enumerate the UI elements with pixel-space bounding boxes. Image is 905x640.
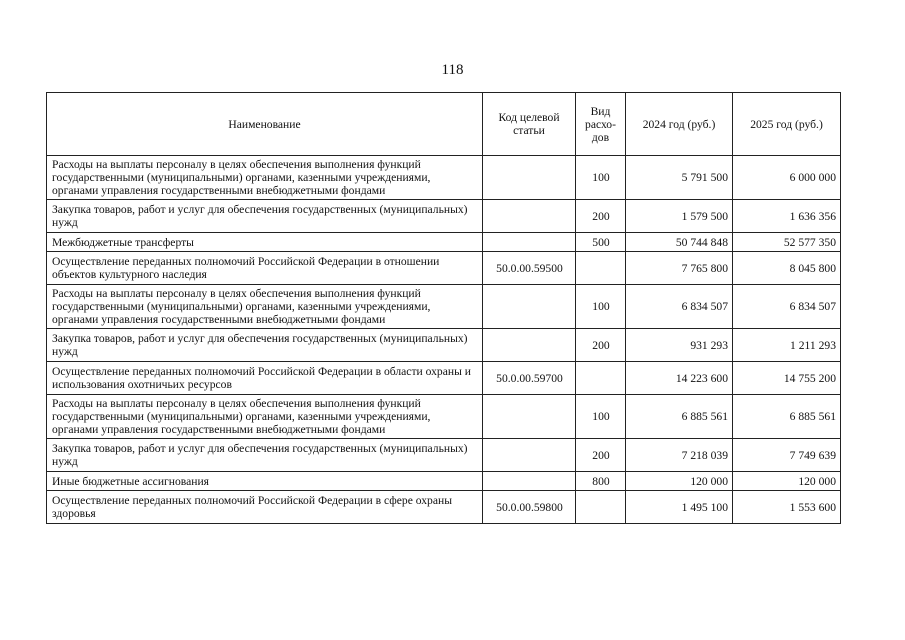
cell-code: [483, 329, 576, 362]
cell-2025: 8 045 800: [733, 252, 841, 285]
cell-2025: 6 000 000: [733, 156, 841, 200]
cell-code: [483, 285, 576, 329]
cell-name: Иные бюджетные ассигнования: [47, 472, 483, 491]
cell-code: 50.0.00.59700: [483, 362, 576, 395]
cell-name: Осуществление переданных полномочий Российской Федерации в области охраны и использования охотничьих ресурсов: [47, 362, 483, 395]
table-header-row: [47, 93, 841, 156]
cell-2025: 120 000: [733, 472, 841, 491]
cell-2024: 120 000: [626, 472, 733, 491]
cell-kind: 200: [576, 200, 626, 233]
cell-name: Закупка товаров, работ и услуг для обеспечения государственных (муниципальных) нужд: [47, 329, 483, 362]
cell-2025: 6 834 507: [733, 285, 841, 329]
cell-code: [483, 156, 576, 200]
cell-name: Осуществление переданных полномочий Российской Федерации в отношении объектов культурного наследия: [47, 252, 483, 285]
cell-2024: 6 885 561: [626, 395, 733, 439]
table-row: [47, 439, 841, 472]
cell-code: [483, 472, 576, 491]
budget-table: [46, 92, 841, 524]
cell-name: Осуществление переданных полномочий Российской Федерации в сфере охраны здоровья: [47, 491, 483, 524]
table-row: [47, 156, 841, 200]
table-row: [47, 329, 841, 362]
cell-kind: 100: [576, 395, 626, 439]
cell-kind: 200: [576, 329, 626, 362]
cell-kind: 500: [576, 233, 626, 252]
table-row: [47, 285, 841, 329]
cell-2024: 5 791 500: [626, 156, 733, 200]
cell-kind: [576, 252, 626, 285]
table-row: [47, 472, 841, 491]
cell-2024: 7 218 039: [626, 439, 733, 472]
cell-name: Расходы на выплаты персоналу в целях обеспечения выполнения функций государственными (муниципальными) органами, казенными учреждениями, органами управления государственными внебюджетными фондами: [47, 395, 483, 439]
cell-2025: 1 636 356: [733, 200, 841, 233]
header-kind: Вид расхо-дов: [576, 93, 626, 156]
cell-code: [483, 439, 576, 472]
cell-2025: 1 211 293: [733, 329, 841, 362]
cell-code: [483, 395, 576, 439]
cell-2024: 6 834 507: [626, 285, 733, 329]
cell-name: Расходы на выплаты персоналу в целях обеспечения выполнения функций государственными (муниципальными) органами, казенными учреждениями, органами управления государственными внебюджетными фондами: [47, 285, 483, 329]
page-number: 118: [441, 62, 464, 78]
cell-name: Межбюджетные трансферты: [47, 233, 483, 252]
cell-2024: 7 765 800: [626, 252, 733, 285]
cell-kind: 100: [576, 156, 626, 200]
cell-2024: 1 579 500: [626, 200, 733, 233]
cell-kind: [576, 362, 626, 395]
cell-2024: 50 744 848: [626, 233, 733, 252]
cell-kind: 800: [576, 472, 626, 491]
cell-code: 50.0.00.59500: [483, 252, 576, 285]
cell-2024: 1 495 100: [626, 491, 733, 524]
table-row: [47, 233, 841, 252]
cell-2025: 6 885 561: [733, 395, 841, 439]
cell-2024: 14 223 600: [626, 362, 733, 395]
header-2025: 2025 год (руб.): [733, 93, 841, 156]
cell-code: [483, 200, 576, 233]
table-row: [47, 200, 841, 233]
cell-2024: 931 293: [626, 329, 733, 362]
cell-name: Закупка товаров, работ и услуг для обеспечения государственных (муниципальных) нужд: [47, 439, 483, 472]
cell-kind: [576, 491, 626, 524]
cell-2025: 1 553 600: [733, 491, 841, 524]
cell-code: 50.0.00.59800: [483, 491, 576, 524]
cell-2025: 52 577 350: [733, 233, 841, 252]
cell-name: Расходы на выплаты персоналу в целях обеспечения выполнения функций государственными (муниципальными) органами, казенными учреждениями, органами управления государственными внебюджетными фондами: [47, 156, 483, 200]
cell-kind: 200: [576, 439, 626, 472]
cell-kind: 100: [576, 285, 626, 329]
table-row: [47, 395, 841, 439]
cell-2025: 14 755 200: [733, 362, 841, 395]
cell-name: Закупка товаров, работ и услуг для обеспечения государственных (муниципальных) нужд: [47, 200, 483, 233]
table-row: [47, 362, 841, 395]
header-code: Код целевой статьи: [483, 93, 576, 156]
table-row: [47, 252, 841, 285]
table-row: [47, 491, 841, 524]
header-2024: 2024 год (руб.): [626, 93, 733, 156]
header-name: Наименование: [47, 93, 483, 156]
cell-2025: 7 749 639: [733, 439, 841, 472]
cell-code: [483, 233, 576, 252]
